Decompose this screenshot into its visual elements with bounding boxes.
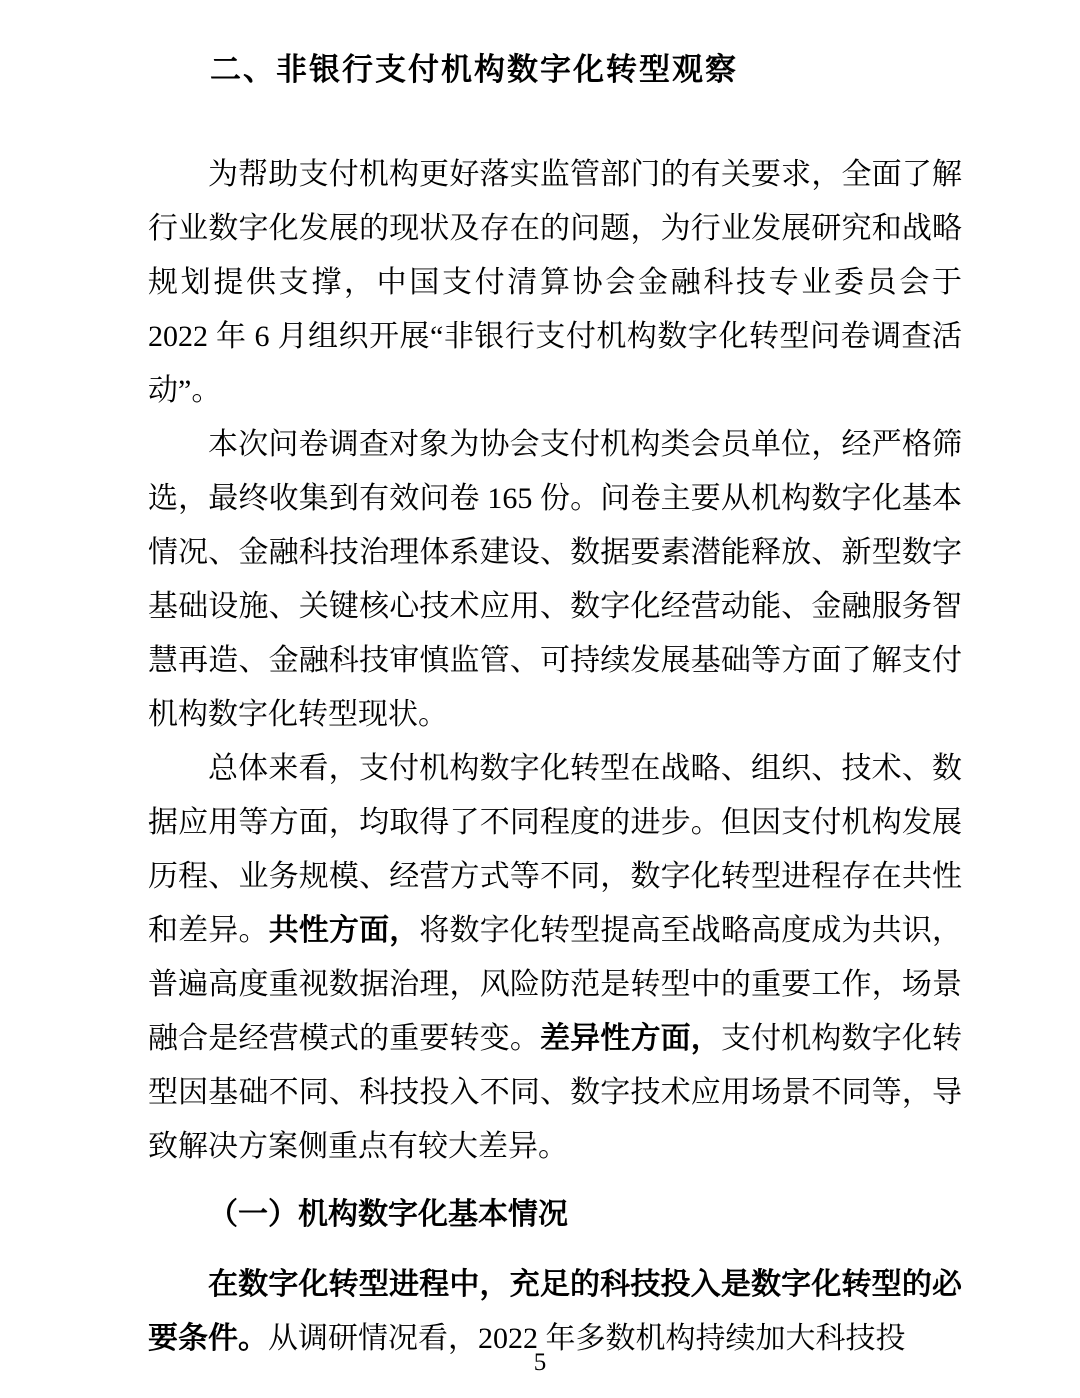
paragraph xyxy=(148,418,962,742)
paragraph xyxy=(148,148,962,418)
document-body xyxy=(148,148,962,1366)
section-title: 二、非银行支付机构数字化转型观察 xyxy=(210,52,738,87)
paragraph-text: 本次问卷调查对象为协会支付机构类会员单位，经严格筛选，最终收集到有效问卷 165 份。问卷主要从机构数字化基本情况、金融科技治理体系建设、数据要素潜能释放、新型数字基础设施、关键核心技术应用、数字化经营动能、金融服务智慧再造、金融科技审慎监管、可持续发展基础等方面了解支付机构数字化转型现状。 xyxy=(148,428,962,731)
sub-section-heading: （一）机构数字化基本情况 xyxy=(208,1198,568,1231)
paragraph-text: 为帮助支付机构更好落实监管部门的有关要求，全面了解行业数字化发展的现状及存在的问题，为行业发展研究和战略规划提供支撑，中国支付清算协会金融科技专业委员会于 2022 年 6 月组织开展“非银行支付机构数字化转型问卷调查活动”。 xyxy=(148,158,962,407)
paragraph-text: 总体来看，支付机构数字化转型在战略、组织、技术、数据应用等方面，均取得了不同程度的进步。但因支付机构发展历程、业务规模、经营方式等不同，数字化转型进程存在共性和差异。 xyxy=(148,752,962,947)
paragraph-bold-text: 共性方面， xyxy=(268,914,420,947)
paragraph-text: 将数字化转型提高至战略高度成为共识，普遍高度重视数据治理，风险防范是转型中的重要工作，场景融合是经营模式的重要转变。 xyxy=(148,914,963,1055)
paragraph xyxy=(148,742,962,1174)
page-number: 5 xyxy=(533,1349,547,1376)
paragraph-text: 从调研情况看，2022 年多数机构持续加大科技投 xyxy=(268,1322,906,1355)
paragraph-bold-text: 差异性方面， xyxy=(540,1022,721,1055)
paragraph-bold-text: 在数字化转型进程中，充足的科技投入是数字化转型的必要条件。 xyxy=(148,1268,962,1355)
paragraph-text: 支付机构数字化转型因基础不同、科技投入不同、数字技术应用场景不同等，导致解决方案侧重点有较大差异。 xyxy=(148,1022,963,1163)
